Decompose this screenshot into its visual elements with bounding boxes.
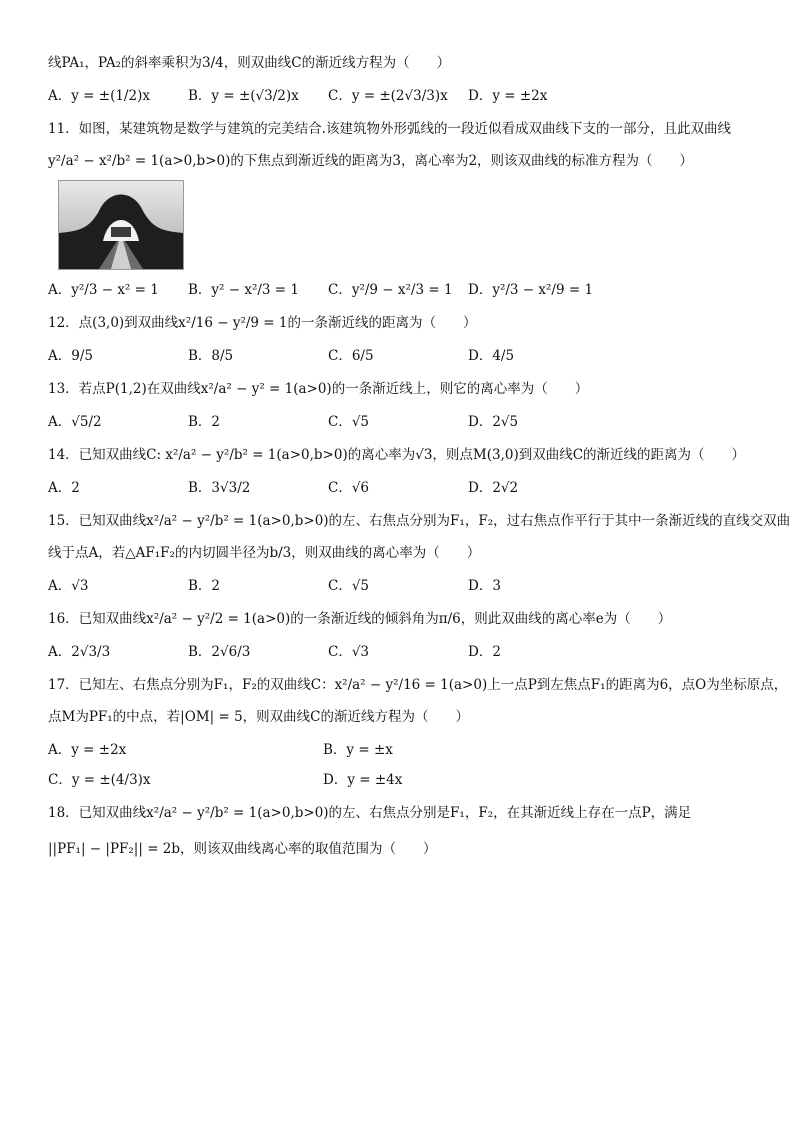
q11-stem-line2: y²/a² − x²/b² = 1(a>0,b>0)的下焦点到渐近线的距离为3，离心率为2，则该双曲线的标准方程为（ ）	[48, 153, 694, 169]
q10-option-a[interactable]: A．y = ±(1/2)x	[48, 88, 150, 104]
q12-options	[48, 344, 764, 364]
q15-option-b[interactable]: B．2	[188, 578, 221, 594]
q15-option-d[interactable]: D．3	[468, 578, 501, 594]
q10-continuation: 线PA₁，PA₂的斜率乘积为3/4，则双曲线C的渐近线方程为（ ）	[48, 55, 451, 71]
q13-option-d[interactable]: D．2√5	[468, 414, 519, 430]
q17-option-c[interactable]: C．y = ±(4/3)x	[48, 772, 151, 788]
q11-option-a[interactable]: A．y²/3 − x² = 1	[48, 282, 159, 298]
q17-stem-line1: 17．已知左、右焦点分别为F₁，F₂的双曲线C：x²/a² − y²/16 = 1(a>0)上一点P到左焦点F₁的距离为6，点O为坐标原点，	[48, 677, 788, 693]
q12-stem: 12．点(3,0)到双曲线x²/16 − y²/9 = 1的一条渐近线的距离为（ ）	[48, 315, 477, 331]
q16-stem: 16．已知双曲线x²/a² − y²/2 = 1(a>0)的一条渐近线的倾斜角为π/6，则此双曲线的离心率e为（ ）	[48, 611, 672, 627]
q10-options	[48, 84, 764, 104]
q13-stem: 13．若点P(1,2)在双曲线x²/a² − y² = 1(a>0)的一条渐近线上，则它的离心率为（ ）	[48, 381, 589, 397]
q11-options	[48, 278, 764, 298]
q18-stem-line1: 18．已知双曲线x²/a² − y²/b² = 1(a>0,b>0)的左、右焦点分别是F₁，F₂，在其渐近线上存在一点P，满足	[48, 805, 692, 821]
q13-option-c[interactable]: C．√5	[328, 414, 370, 430]
q11-stem-line1: 11．如图，某建筑物是数学与建筑的完美结合.该建筑物外形弧线的一段近似看成双曲线下支的一部分，且此双曲线	[48, 121, 731, 137]
q16-option-d[interactable]: D．2	[468, 644, 501, 660]
q13-option-b[interactable]: B．2	[188, 414, 221, 430]
q17-options-row1	[48, 738, 764, 758]
q10-option-c[interactable]: C．y = ±(2√3/3)x	[328, 88, 448, 104]
q14-option-d[interactable]: D．2√2	[468, 480, 519, 496]
q16-options	[48, 640, 764, 660]
q16-option-b[interactable]: B．2√6/3	[188, 644, 251, 660]
q16-option-a[interactable]: A．2√3/3	[48, 644, 111, 660]
q10-option-d[interactable]: D．y = ±2x	[468, 88, 548, 104]
q11-option-d[interactable]: D．y²/3 − x²/9 = 1	[468, 282, 594, 298]
q17-option-a[interactable]: A．y = ±2x	[48, 742, 127, 758]
q12-option-c[interactable]: C．6/5	[328, 348, 374, 364]
q18-stem-line2: ||PF₁| − |PF₂|| = 2b，则该双曲线离心率的取值范围为（ ）	[48, 841, 437, 857]
building-photo-drawing	[59, 181, 183, 269]
q12-option-d[interactable]: D．4/5	[468, 348, 515, 364]
q15-stem-line1: 15．已知双曲线x²/a² − y²/b² = 1(a>0,b>0)的左、右焦点分别为F₁，F₂，过右焦点作平行于其中一条渐近线的直线交双曲	[48, 513, 791, 529]
q14-stem: 14．已知双曲线C: x²/a² − y²/b² = 1(a>0,b>0)的离心率为√3，则点M(3,0)到双曲线C的渐近线的距离为（ ）	[48, 447, 746, 463]
q14-option-a[interactable]: A．2	[48, 480, 80, 496]
q17-options-row2	[48, 768, 764, 788]
question-sheet	[48, 52, 791, 860]
q14-option-b[interactable]: B．3√3/2	[188, 480, 251, 496]
q17-stem-line2: 点M为PF₁的中点，若|OM| = 5，则双曲线C的渐近线方程为（ ）	[48, 709, 469, 725]
q15-stem-line2: 线于点A，若△AF₁F₂的内切圆半径为b/3，则双曲线的离心率为（ ）	[48, 545, 481, 561]
q17-option-b[interactable]: B．y = ±x	[323, 742, 393, 758]
q10-option-b[interactable]: B．y = ±(√3/2)x	[188, 88, 299, 104]
q16-option-c[interactable]: C．√3	[328, 644, 370, 660]
q15-options	[48, 574, 764, 594]
q11-option-b[interactable]: B．y² − x²/3 = 1	[188, 282, 299, 298]
q11-option-c[interactable]: C．y²/9 − x²/3 = 1	[328, 282, 453, 298]
q14-option-c[interactable]: C．√6	[328, 480, 370, 496]
q15-option-c[interactable]: C．√5	[328, 578, 370, 594]
q12-option-a[interactable]: A．9/5	[48, 348, 93, 364]
q14-options	[48, 476, 764, 496]
building-photo	[58, 180, 184, 270]
q17-option-d[interactable]: D．y = ±4x	[323, 772, 403, 788]
q15-option-a[interactable]: A．√3	[48, 578, 89, 594]
q12-option-b[interactable]: B．8/5	[188, 348, 234, 364]
q13-option-a[interactable]: A．√5/2	[48, 414, 102, 430]
q13-options	[48, 410, 764, 430]
